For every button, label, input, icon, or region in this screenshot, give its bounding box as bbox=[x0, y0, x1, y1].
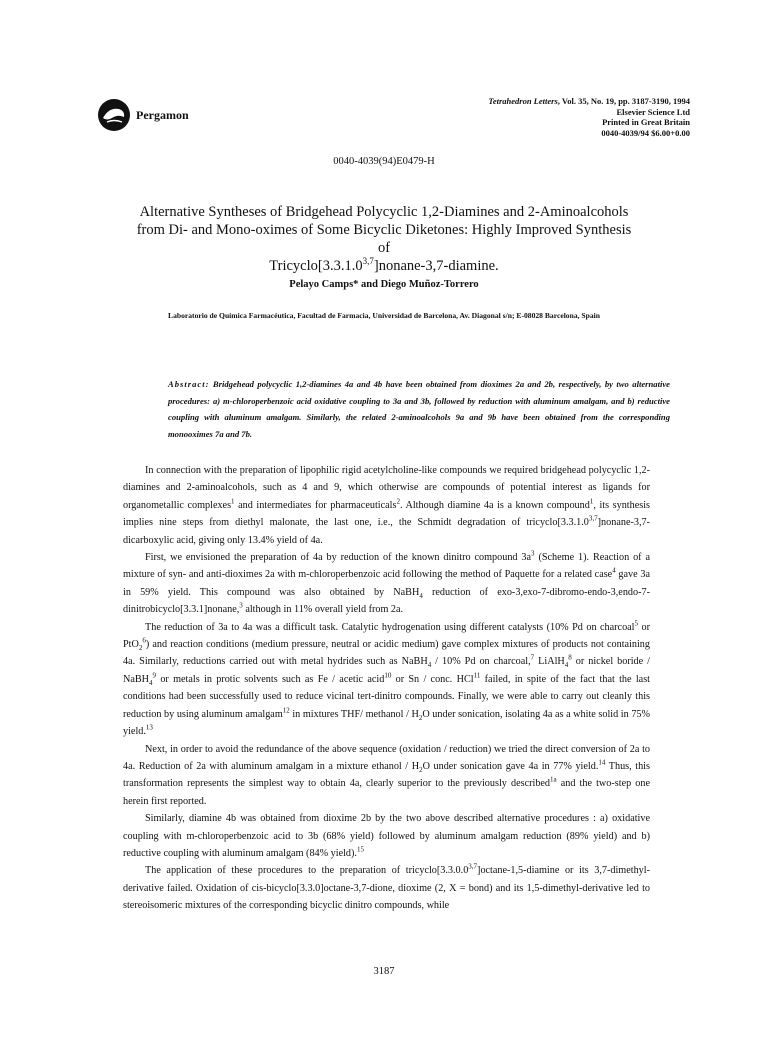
text-run: failed, in spite of the fact that the last conditions had been successfully used to reduce vicinal tert-dinitro compounds. Finally, we were able to carry out cleanly this reduction by using aluminum amalgam bbox=[123, 673, 650, 720]
superscript: 14 bbox=[598, 758, 606, 767]
text-run: O under sonication gave 4a in 77% yield. bbox=[422, 760, 599, 772]
superscript: 1 bbox=[589, 497, 594, 506]
text-run: in mixtures THF/ methanol / H bbox=[289, 708, 419, 720]
abstract bbox=[168, 376, 670, 442]
superscript: 11 bbox=[473, 671, 481, 680]
superscript: 10 bbox=[384, 671, 392, 680]
superscript: 6 bbox=[142, 636, 146, 645]
subscript: 2 bbox=[419, 765, 423, 774]
text-run: or Sn / conc. HCl bbox=[391, 673, 474, 685]
abstract-text: Bridgehead polycyclic 1,2-diamines 4a and 4b have been obtained from dioximes 2a and 2b, respectively, by two alternative procedures: a) m-chloroperbenzoic acid oxidative coupling to 3a and 3b, followed by reduction with aluminum amalgam, and b) reductive coupling with aluminum amalgam. Similarly, the related 2-aminoalcohols 9a and 9b have been obtained from the corresponding monooximes 7a and 7b. bbox=[168, 379, 670, 439]
text-run: / 10% Pd on charcoal, bbox=[431, 656, 531, 668]
text-run: reduction of exo-3,exo-7-dibromo-endo-3,endo-7-dinitrobicyclo[3.3.1]nonane, bbox=[123, 586, 650, 616]
subscript: 4 bbox=[149, 678, 153, 687]
superscript: 4 bbox=[612, 567, 616, 576]
paragraph bbox=[123, 462, 650, 549]
page-number: 3187 bbox=[373, 966, 395, 977]
paragraph bbox=[123, 549, 650, 619]
superscript: 7 bbox=[530, 654, 535, 663]
paragraph bbox=[123, 619, 650, 741]
journal-issn: 0040-4039/94 $6.00+0.00 bbox=[601, 127, 690, 138]
text-run: or PtO bbox=[123, 621, 650, 651]
journal-info bbox=[488, 96, 690, 138]
journal-publisher: Elsevier Science Ltd bbox=[616, 106, 690, 117]
text-run: gave 3a in 59% yield. This compound was also obtained by NaBH bbox=[123, 569, 650, 598]
text-run: ]octane-1,5-diamine or its 3,7-dimethyl-derivative failed. Oxidation of cis-bicyclo[3.3.0]octane-3,7-dione, dioxime (2, X = bond) and its 1,5-dimethyl-derivative led to stereoisomeric mixtures of the corresponding bicyclic dinitro compounds, while bbox=[123, 865, 650, 912]
superscript: 3 bbox=[239, 601, 243, 610]
text-run: although in 11% overall yield from 2a. bbox=[242, 604, 404, 616]
text-run: O under sonication, isolating 4a as a white solid in 75% yield. bbox=[123, 708, 650, 738]
text-run: Next, in order to avoid the redundance of the above sequence (oxidation / reduction) we tried the direct conversion of 2a to 4a. Reduction of 2a with aluminum amalgam in a mixture ethanol / H bbox=[123, 743, 650, 772]
text-run: , its synthesis implies nine steps from diethyl malonate, the last one, i.e., the Schmidt degradation of tricyclo[3.3.1.0 bbox=[123, 499, 650, 529]
title-line-3: Tricyclo[3.3.1.0$^{3,7}$]nonane-3,7-diamine. bbox=[269, 256, 499, 274]
superscript: 13 bbox=[145, 723, 153, 732]
text-run: and the two-step one herein first reported. bbox=[123, 778, 650, 807]
superscript: 1a bbox=[550, 775, 557, 784]
text-run: First, we envisioned the preparation of 4a by reduction of the known dinitro compound 3a bbox=[145, 552, 532, 564]
body-text bbox=[123, 462, 650, 915]
superscript: 3,7 bbox=[468, 862, 478, 871]
text-run: ]nonane-3,7-dicarboxylic acid, giving only 13.4% yield of 4a. bbox=[123, 517, 650, 546]
publisher-logo bbox=[97, 98, 189, 132]
subscript: 2 bbox=[138, 644, 143, 653]
text-run: The reduction of 3a to 4a was a difficult task. Catalytic hydrogenation using different catalysts (10% Pd on charcoal bbox=[145, 621, 635, 633]
subscript: 4 bbox=[419, 591, 423, 600]
abstract-label: Abstract: bbox=[168, 379, 210, 389]
publisher-name: Pergamon bbox=[136, 107, 189, 122]
text-run: Similarly, diamine 4b was obtained from dioxime 2b by the two above described alternative procedures : a) oxidative coupling with m-chloroperbenzoic acid to 3b (68% yield) followed by aluminum amalgam reduction (89% yield) and b) reductive coupling with aluminum amalgam (84% yield). bbox=[123, 813, 650, 859]
paragraph bbox=[123, 810, 650, 862]
pergamon-logo-icon bbox=[97, 98, 131, 132]
text-run: and intermediates for pharmaceuticals bbox=[234, 499, 397, 511]
affiliation: Laboratorio de Química Farmacéutica, Facultad de Farmacia, Universidad de Barcelona, Av. Diagonal s/n; E-08028 Barcelona, Spain bbox=[168, 311, 600, 320]
title-line-1: Alternative Syntheses of Bridgehead Polycyclic 1,2-Diamines and 2-Aminoalcohols bbox=[139, 204, 629, 220]
superscript: 15 bbox=[356, 845, 364, 854]
text-run: ) and reaction conditions (medium pressure, neutral or acidic medium) gave complex mixtures of products not containing 4a. Similarly, reductions carried out with metal hydrides such as NaBH bbox=[123, 639, 650, 668]
superscript: 2 bbox=[396, 497, 400, 506]
text-run: (Scheme 1). Reaction of a mixture of syn- and anti-dioximes 2a with m-chloroperbenzoic acid following the method of Paquette for a related case bbox=[123, 552, 650, 581]
superscript: 3,7 bbox=[588, 514, 598, 523]
superscript: 9 bbox=[152, 671, 157, 680]
superscript: 12 bbox=[282, 706, 290, 715]
journal-printed: Printed in Great Britain bbox=[602, 117, 690, 127]
article-code: 0040-4039(94)E0479-H bbox=[333, 156, 435, 167]
paper-title bbox=[130, 203, 638, 275]
subscript: 2 bbox=[418, 713, 423, 722]
journal-volume: , Vol. 35, No. 19, pp. 3187-3190, 1994 bbox=[557, 96, 690, 106]
text-run: or nickel boride / NaBH bbox=[123, 656, 651, 685]
authors: Pelayo Camps* and Diego Muñoz-Torrero bbox=[289, 279, 479, 290]
superscript: 5 bbox=[634, 619, 639, 628]
text-run: Thus, this transformation represents the simplest way to obtain 4a, clearly superior to the previously described bbox=[123, 760, 650, 790]
title-line-2: from Di- and Mono-oximes of Some Bicyclic Diketones: Highly Improved Synthesis of bbox=[136, 222, 632, 256]
subscript: 4 bbox=[564, 661, 569, 670]
paragraph bbox=[123, 741, 650, 811]
superscript: 3 bbox=[531, 549, 535, 558]
journal-citation bbox=[488, 96, 690, 107]
subscript: 4 bbox=[427, 661, 432, 670]
text-run: In connection with the preparation of lipophilic rigid acetylcholine-like compounds we required bridgehead polycyclic 1,2-diamines and 2-aminoalcohols, such as 4 and 9, which otherwise are compounds of potential interest as ligands for organometallic complexes bbox=[123, 465, 650, 511]
superscript: 8 bbox=[568, 654, 572, 663]
text-run: LiAlH bbox=[534, 656, 565, 668]
journal-name: Tetrahedron Letters bbox=[488, 96, 558, 106]
paragraph bbox=[123, 862, 650, 914]
superscript: 1 bbox=[231, 497, 235, 506]
text-run: The application of these procedures to the preparation of tricyclo[3.3.0.0 bbox=[145, 865, 469, 877]
text-run: . Although diamine 4a is a known compound bbox=[399, 499, 590, 511]
text-run: or metals in protic solvents such as Fe / acetic acid bbox=[156, 673, 385, 685]
